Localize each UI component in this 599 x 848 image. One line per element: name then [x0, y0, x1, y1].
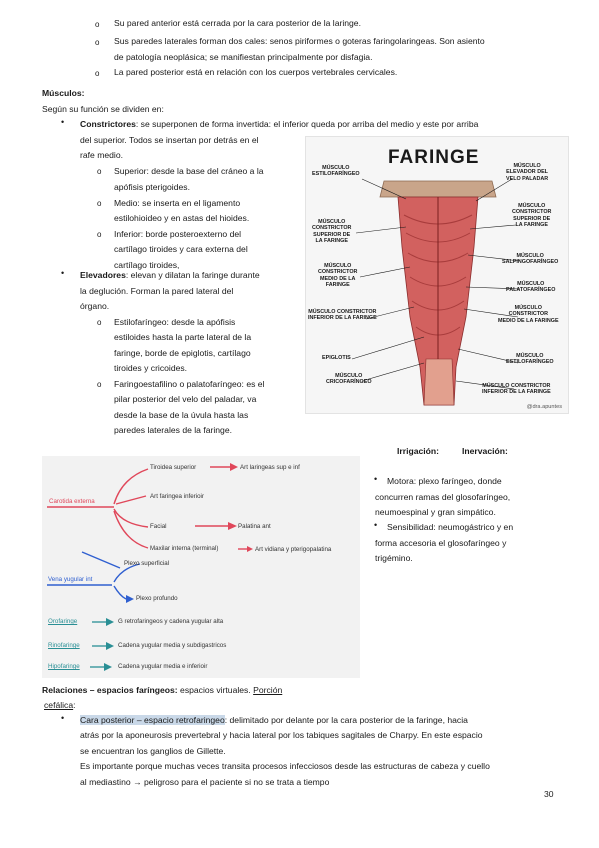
- constrictor-inferior: cartílago tiroides y cara externa del: [114, 244, 248, 254]
- estilofaringeo-text: estiloides hasta la parte lateral de la: [114, 332, 252, 342]
- circle-bullet-icon: o: [95, 38, 100, 47]
- elevadores-text: órgano.: [80, 301, 110, 311]
- elevadores-text: la deglución. Forman la pared lateral del: [80, 286, 234, 296]
- inervacion-sensibilidad: forma accesoria el glosofaríngeo y: [375, 538, 507, 548]
- maxilar-interna: Maxilar interna (terminal): [150, 545, 219, 552]
- retrofaringeo-text: se encuentran los ganglios de Gillette.: [80, 746, 226, 756]
- constrictor-superior: Superior: desde la base del cráneo a la: [114, 166, 264, 176]
- label-estilofaringeo-right: MÚSCULO ESTILOFARÍNGEO: [506, 353, 554, 366]
- constrictores-text: del superior. Todos se insertan por detrás en el: [80, 135, 259, 145]
- irrigacion-heading: Irrigación:: [397, 446, 440, 456]
- bullet-icon: •: [374, 474, 378, 484]
- circle-bullet-icon: o: [97, 167, 102, 176]
- bullet-icon: •: [374, 520, 378, 530]
- musculos-heading: Músculos:: [42, 88, 85, 98]
- constrictor-medio: estilohioideo y en astas del hioides.: [114, 213, 250, 223]
- label-estilofaringeo: MÚSCULO ESTILOFARÍNGEO: [312, 165, 360, 178]
- relaciones-line: [42, 683, 282, 699]
- circle-bullet-icon: o: [95, 20, 100, 29]
- retrofaringeo-label: Cara posterior – espacio retrofaringeo: [80, 715, 225, 725]
- circle-bullet-icon: o: [97, 230, 102, 239]
- elevadores-label: Elevadores: [80, 270, 126, 280]
- tiroidea-superior: Tiroidea superior: [150, 464, 197, 471]
- label-constrictor-superior-right: MÚSCULO CONSTRICTOR SUPERIOR DE LA FARINGE: [512, 203, 552, 229]
- retrofaringeo-line: [80, 713, 468, 729]
- arteria-vidiana: Art vidiana y pterigopalatina: [255, 546, 332, 553]
- label-constrictor-inferior: MÚSCULO CONSTRICTOR INFERIOR DE LA FARINGE: [308, 309, 377, 322]
- circle-bullet-icon: o: [97, 199, 102, 208]
- inervacion-motora: neumoespinal y gran simpático.: [375, 507, 496, 517]
- inervacion-motora: concurren ramas del glosofaríngeo,: [375, 492, 511, 502]
- poster-credit: @dra.apuntes: [526, 404, 562, 410]
- inervacion-motora: Motora: plexo faríngeo, donde: [387, 476, 502, 486]
- porcion-text: Porción: [253, 685, 283, 695]
- cefalica-line: [44, 698, 76, 714]
- rinofaringe-drenaje: Cadena yugular media y subdigastricos: [118, 642, 227, 649]
- cefalica-text: cefálica: [44, 700, 74, 710]
- hipofaringe-drenaje: Cadena yugular media e inferioir: [118, 663, 208, 670]
- estilofaringeo-text: Estilofaríngeo: desde la apófisis: [114, 317, 236, 327]
- circle-bullet-icon: o: [97, 318, 102, 327]
- musculos-intro: Según su función se dividen en:: [42, 104, 164, 114]
- bullet-icon: •: [61, 713, 65, 723]
- rinofaringe: Rinofaringe: [48, 642, 80, 649]
- inervacion-heading: Inervación:: [462, 446, 508, 456]
- retrofaringeo-text: Es importante porque muchas veces transita procesos infecciosos desde las estructuras de cabeza y cuello: [80, 761, 490, 771]
- arterias-laringeas: Art laringeas sup e inf: [240, 464, 300, 471]
- carotida-externa: Carotida externa: [49, 498, 95, 505]
- constrictor-superior: apófisis pterigoides.: [114, 182, 190, 192]
- anatomy-paragraph: de patología neoplásica; se manifiestan principalmente por disfagia.: [114, 52, 373, 62]
- constrictor-medio: Medio: se inserta en el ligamento: [114, 198, 241, 208]
- relaciones-text: espacios virtuales.: [177, 685, 254, 695]
- retrofaringeo-text: al mediastino → peligroso para el paciente si no se trata a tiempo: [80, 777, 330, 787]
- constrictores-text: rafe medio.: [80, 150, 123, 160]
- estilofaringeo-text: tiroides y cricoides.: [114, 363, 188, 373]
- label-epiglotis: EPIGLOTIS: [322, 355, 351, 361]
- cefalica-colon: :: [73, 700, 76, 710]
- inervacion-sensibilidad: trigémino.: [375, 553, 413, 563]
- label-palatofaringeo: MÚSCULO PALATOFARÍNGEO: [506, 281, 556, 294]
- inervacion-sensibilidad: Sensibilidad: neumogástrico y en: [387, 522, 514, 532]
- palatofaringeo-text: desde la base de la úvula hasta las: [114, 410, 249, 420]
- label-constrictor-inferior-right: MÚSCULO CONSTRICTOR INFERIOR DE LA FARINGE: [482, 383, 551, 396]
- palatina-ant: Palatina ant: [238, 523, 271, 530]
- label-cricofaringeo: MÚSCULO CRICOFARÍNGEO: [326, 373, 372, 386]
- retrofaringeo-text: : delimitado por delante por la cara posterior de la faringe, hacia: [224, 715, 468, 725]
- relaciones-label: Relaciones – espacios faríngeos:: [42, 685, 178, 695]
- faringe-illustration: [305, 136, 569, 414]
- palatofaringeo-text: pilar posterior del velo del paladar, va: [114, 394, 257, 404]
- palatofaringeo-text: paredes laterales de la faringe.: [114, 425, 233, 435]
- page-number: 30: [544, 789, 554, 799]
- hipofaringe: Hipofaringe: [48, 663, 80, 670]
- constrictor-inferior: cartílago tiroides,: [114, 260, 180, 270]
- constrictores-line: [80, 117, 478, 133]
- circle-bullet-icon: o: [97, 380, 102, 389]
- orofaringe-drenaje: G retrofaringeos y cadena yugular alta: [118, 618, 224, 625]
- label-elevador-velo: MÚSCULO ELEVADOR DEL VELO PALADAR: [506, 163, 549, 182]
- facial: Facial: [150, 523, 167, 530]
- poster-title: FARINGE: [388, 147, 480, 168]
- orofaringe: Orofaringe: [48, 618, 78, 625]
- plexo-superficial: Plexo superficial: [124, 560, 170, 567]
- constrictor-inferior: Inferior: borde posteroexterno del: [114, 229, 242, 239]
- anatomy-paragraph: Sus paredes laterales forman dos cales: senos piriformes o goteras faringolaringeas. Son asiento: [114, 36, 485, 46]
- anatomy-paragraph: La pared posterior está en relación con los cuerpos vertebrales cervicales.: [114, 67, 398, 77]
- plexo-profundo: Plexo profundo: [136, 595, 178, 602]
- constrictores-label: Constrictores: [80, 119, 136, 129]
- circle-bullet-icon: o: [95, 69, 100, 78]
- constrictores-text: : se superponen de forma invertida: el inferior queda por arriba del medio y este por arriba: [135, 119, 479, 129]
- irrigation-diagram: [42, 456, 360, 678]
- label-constrictor-medio-right: MÚSCULO CONSTRICTOR MEDIO DE LA FARINGE: [498, 305, 559, 324]
- estilofaringeo-text: faringe, borde de epiglotis, cartílago: [114, 348, 251, 358]
- elevadores-line: [80, 268, 260, 284]
- anatomy-paragraph: Su pared anterior está cerrada por la cara posterior de la laringe.: [114, 18, 361, 28]
- retrofaringeo-text: atrás por la aponeurosis prevertebral y hacia lateral por los tabiques sagitales de Charpy. En este espacio: [80, 730, 483, 740]
- bullet-icon: •: [61, 268, 65, 278]
- bullet-icon: •: [61, 117, 65, 127]
- label-constrictor-superior: MÚSCULO CONSTRICTOR SUPERIOR DE LA FARINGE: [312, 219, 352, 245]
- label-constrictor-medio: MÚSCULO CONSTRICTOR MEDIO DE LA FARINGE: [318, 263, 358, 289]
- elevadores-text: : elevan y dilatan la faringe durante: [125, 270, 260, 280]
- faringea-inferior: Art faringea inferioir: [150, 493, 204, 500]
- label-salpingofaringeo: MÚSCULO SALPINGOFARÍNGEO: [502, 253, 559, 266]
- vena-yugular: Vena yugular int: [48, 576, 93, 583]
- palatofaringeo-text: Faringoestafilino o palatofaríngeo: es el: [114, 379, 265, 389]
